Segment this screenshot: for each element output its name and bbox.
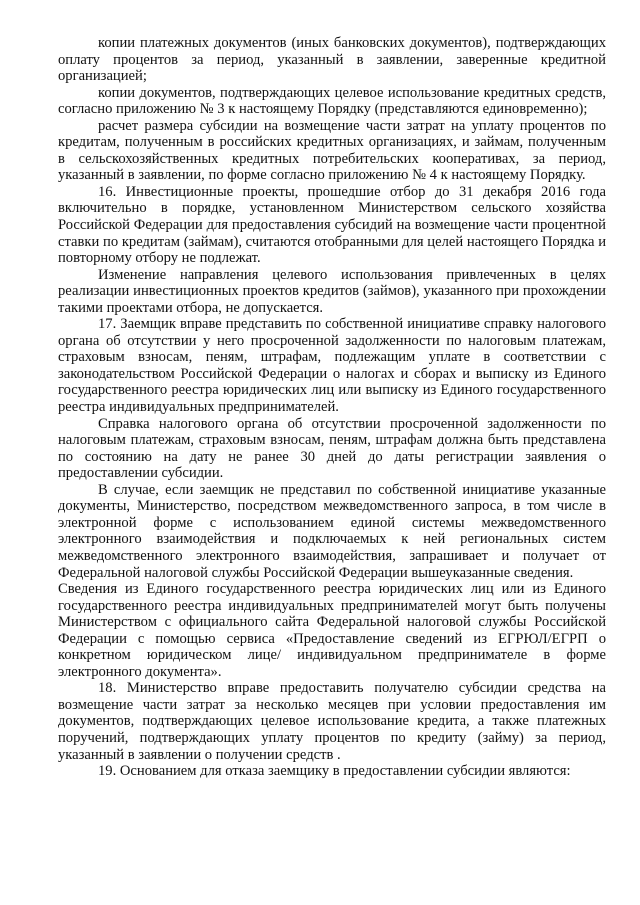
paragraph-interagency-request: В случае, если заемщик не представил по собственной инициативе указанные документы, Министерство, посредством межведомственного запроса, в том числе в электронной форме с использованием единой системы межведомственного электронного взаимодействия и подключаемых к ней региональных систем межведомственного электронного взаимодействия, запрашивает и получает от Федеральной налоговой службы Российской Федерации вышеуказанные сведения.: [58, 481, 606, 581]
paragraph-target-use-copies: копии документов, подтверждающих целевое использование кредитных средств, согласно приложению № 3 к настоящему Порядку (представляются единовременно);: [58, 84, 606, 118]
paragraph-item-19: 19. Основанием для отказа заемщику в предоставлении субсидии являются:: [98, 763, 571, 780]
paragraph-item-16: 16. Инвестиционные проекты, прошедшие отбор до 31 декабря 2016 года включительно в порядке, установленном Министерством сельского хозяйства Российской Федерации для предоставления субсидий на возмещение части процентной ставки по кредитам (займам), считаются отобранными для целей настоящего Порядка и повторному отбору не подлежат.: [58, 183, 606, 267]
paragraph-payment-copies: копии платежных документов (иных банковских документов), подтверждающих оплату процентов за период, указанный в заявлении, заверенные кредитной организацией;: [58, 35, 606, 85]
document-body: [58, 35, 606, 780]
paragraph-direction-change: Изменение направления целевого использования привлеченных в целях реализации инвестиционных проектов кредитов (займов), указанного при прохождении такими проектами отбора, не допускается.: [58, 266, 606, 316]
paragraph-subsidy-calculation: расчет размера субсидии на возмещение части затрат на уплату процентов по кредитам, полученным в российских кредитных организациях, и займам, полученным в сельскохозяйственных кредитных потребительских кооперативах, за период, указанный в заявлении, по форме согласно приложению № 4 к настоящему Порядку.: [58, 117, 606, 184]
paragraph-item-18: 18. Министерство вправе предоставить получателю субсидии средства на возмещение части затрат за несколько месяцев при условии предоставления им документов, подтверждающих целевое использование кредита, а также платежных поручений, подтверждающих уплату процентов по кредиту (займу) за период, указанный в заявлении о получении средств .: [58, 680, 606, 763]
paragraph-tax-certificate: Справка налогового органа об отсутствии просроченной задолженности по налоговым платежам, страховым взносам, пеням, штрафам должна быть представлена по состоянию на дату не ранее 30 дней до даты регистрации заявления о предоставлении субсидии.: [58, 415, 606, 482]
paragraph-item-17: 17. Заемщик вправе представить по собственной инициативе справку налогового органа об отсутствии у него просроченной задолженности по налоговым платежам, страховым взносам, пеням, штрафам, подлежащим уплате в соответствии с законодательством Российской Федерации о налогах и сборах и выписку из Единого государственного реестра юридических лиц или выписку из Единого государственного реестра индивидуальных предпринимателей.: [58, 316, 606, 416]
paragraph-registry-info: Сведения из Единого государственного реестра юридических лиц или из Единого государственного реестра индивидуальных предпринимателей могут быть получены Министерством с официального сайта Федеральной налоговой службы Российской Федерации с помощью сервиса «Предоставление сведений из ЕГРЮЛ/ЕГРП о конкретном юридическом лице/ индивидуальном предпринимателе в форме электронного документа».: [58, 581, 606, 680]
